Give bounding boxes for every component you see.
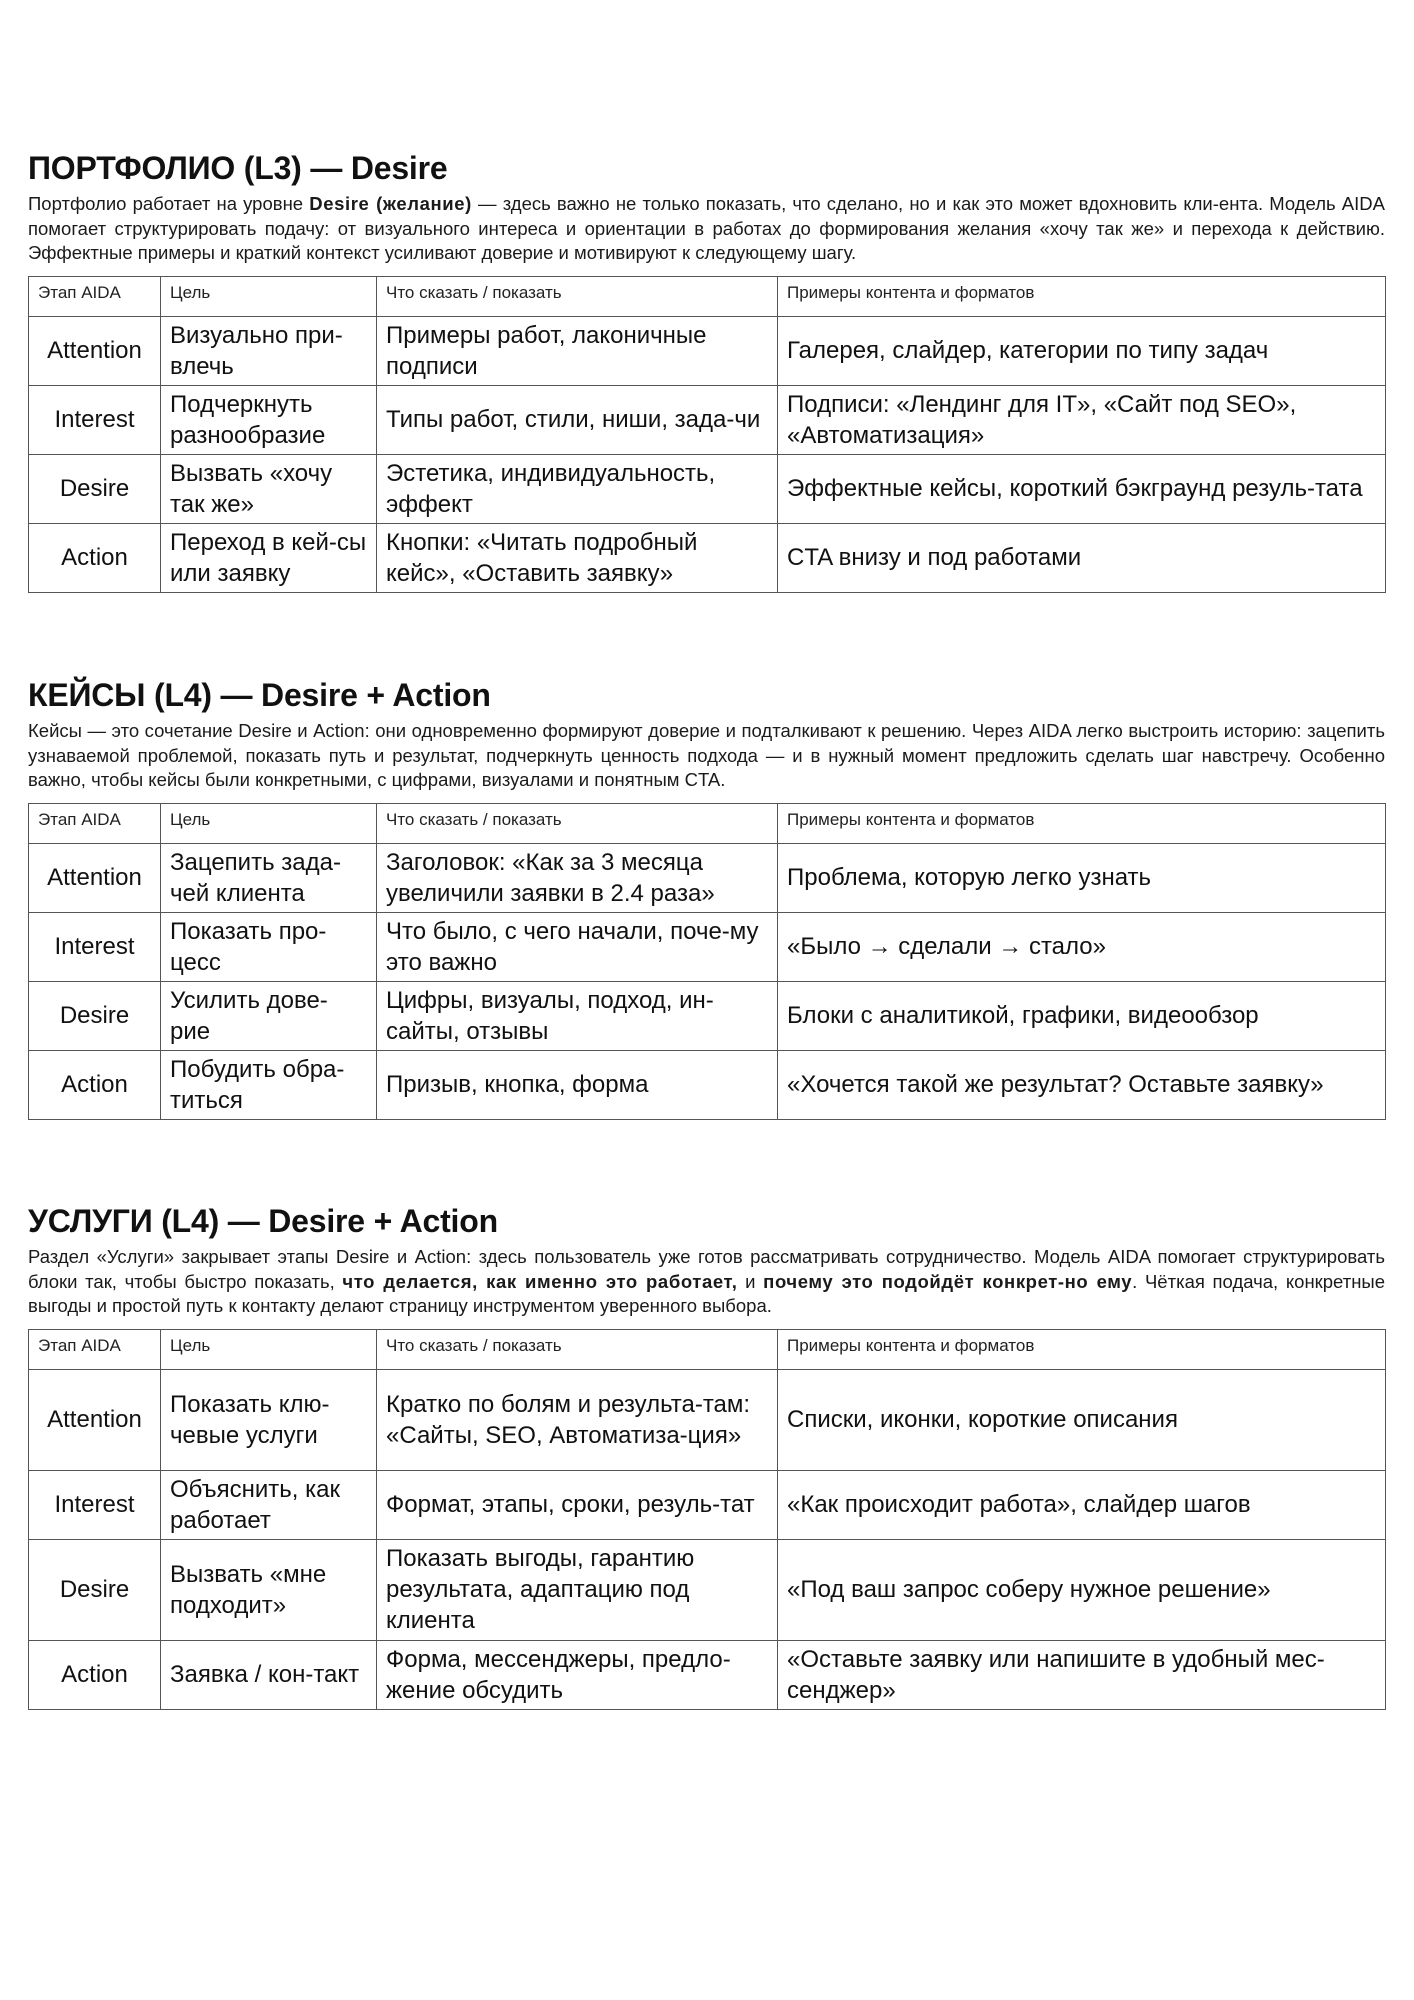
table-row	[29, 523, 1386, 592]
cell-examples: Подписи: «Лендинг для IT», «Сайт под SEO», «Автоматизация»	[778, 385, 1386, 454]
cell-stage: Desire	[29, 454, 161, 523]
cell-examples: CTA внизу и под работами	[778, 523, 1386, 592]
cell-goal: Побудить обра-титься	[161, 1050, 377, 1119]
table-header-row	[29, 276, 1386, 316]
table-row	[29, 912, 1386, 981]
cell-goal: Вызвать «хочу так же»	[161, 454, 377, 523]
cell-say: Кнопки: «Читать подробный кейс», «Оставить заявку»	[377, 523, 778, 592]
cell-examples: «Как происходит работа», слайдер шагов	[778, 1470, 1386, 1539]
table-row	[29, 1470, 1386, 1539]
section-intro	[28, 1245, 1385, 1319]
section-title: КЕЙСЫ (L4) — Desire + Action	[28, 677, 491, 713]
cell-say: Формат, этапы, сроки, резуль-тат	[377, 1470, 778, 1539]
cell-goal: Вызвать «мне подходит»	[161, 1539, 377, 1640]
header-examples: Примеры контента и форматов	[778, 1329, 1386, 1369]
aida-table	[28, 1329, 1386, 1710]
aida-table	[28, 803, 1386, 1120]
cell-examples: Списки, иконки, короткие описания	[778, 1369, 1386, 1470]
cell-goal: Заявка / кон-такт	[161, 1640, 377, 1709]
header-stage: Этап AIDA	[29, 803, 161, 843]
section-services	[28, 1201, 1385, 1710]
cell-examples: «Оставьте заявку или напишите в удобный мес-сенджер»	[778, 1640, 1386, 1709]
cell-examples: «Под ваш запрос соберу нужное решение»	[778, 1539, 1386, 1640]
section-intro	[28, 192, 1385, 266]
cell-goal: Подчеркнуть разнообразие	[161, 385, 377, 454]
intro-bold-text: что делается, как именно это работает,	[342, 1270, 738, 1292]
cell-stage: Interest	[29, 385, 161, 454]
cell-goal: Переход в кей-сы или заявку	[161, 523, 377, 592]
table-row	[29, 316, 1386, 385]
header-say: Что сказать / показать	[377, 276, 778, 316]
cell-stage: Desire	[29, 1539, 161, 1640]
cell-stage: Attention	[29, 1369, 161, 1470]
cell-say: Призыв, кнопка, форма	[377, 1050, 778, 1119]
intro-text: Раздел «Услуги» закрывает этапы Desire и Action: здесь пользователь уже готов рассматривать сотрудничество. Модель AIDA помогает структурировать блоки так, чтобы быстро показать,	[28, 1246, 1385, 1292]
header-goal: Цель	[161, 276, 377, 316]
header-goal: Цель	[161, 803, 377, 843]
table-row	[29, 1539, 1386, 1640]
table-row	[29, 1369, 1386, 1470]
cell-say: Что было, с чего начали, поче-му это важно	[377, 912, 778, 981]
cell-stage: Attention	[29, 316, 161, 385]
cell-examples: «Было → сделали → стало»	[778, 912, 1386, 981]
cell-say: Заголовок: «Как за 3 месяца увеличили заявки в 2.4 раза»	[377, 843, 778, 912]
header-stage: Этап AIDA	[29, 1329, 161, 1369]
header-say: Что сказать / показать	[377, 803, 778, 843]
intro-text: — здесь важно не только показать, что сделано, но и как это может вдохновить кли-ента. Модель AIDA помогает структурировать подачу: от визуального интереса и ориентации в работах до формирования желания «хочу так же» и перехода к действию. Эффектные примеры и краткий контекст усиливают доверие и мотивируют к следующему шагу.	[28, 193, 1385, 263]
table-row	[29, 981, 1386, 1050]
cell-goal: Показать клю-чевые услуги	[161, 1369, 377, 1470]
header-goal: Цель	[161, 1329, 377, 1369]
header-examples: Примеры контента и форматов	[778, 276, 1386, 316]
cell-goal: Зацепить зада-чей клиента	[161, 843, 377, 912]
cell-stage: Desire	[29, 981, 161, 1050]
cell-stage: Action	[29, 1050, 161, 1119]
cell-examples: Эффектные кейсы, короткий бэкграунд резуль-тата	[778, 454, 1386, 523]
cell-stage: Interest	[29, 1470, 161, 1539]
cell-goal: Показать про-цесс	[161, 912, 377, 981]
header-examples: Примеры контента и форматов	[778, 803, 1386, 843]
cell-say: Эстетика, индивидуальность, эффект	[377, 454, 778, 523]
section-intro	[28, 719, 1385, 793]
cell-goal: Усилить дове-рие	[161, 981, 377, 1050]
intro-text: и	[737, 1270, 764, 1292]
cell-say: Показать выгоды, гарантию результата, адаптацию под клиента	[377, 1539, 778, 1640]
cell-say: Форма, мессенджеры, предло-жение обсудить	[377, 1640, 778, 1709]
intro-bold-text: почему это подойдёт конкрет-но ему	[763, 1270, 1133, 1292]
cell-say: Кратко по болям и результа-там: «Сайты, SEO, Автоматиза-ция»	[377, 1369, 778, 1470]
intro-text: Портфолио работает на уровне	[28, 193, 310, 214]
cell-stage: Interest	[29, 912, 161, 981]
cell-examples: «Хочется такой же результат? Оставьте заявку»	[778, 1050, 1386, 1119]
intro-text: Кейсы — это сочетание Desire и Action: они одновременно формируют доверие и подталкивают к решению. Через AIDA легко выстроить историю: зацепить узнаваемой проблемой, показать путь и результат, подчеркнуть ценность подхода — и в нужный момент предложить сделать шаг навстречу. Особенно важно, чтобы кейсы были конкретными, с цифрами, визуалами и понятным CTA.	[28, 720, 1385, 790]
cell-examples: Проблема, которую легко узнать	[778, 843, 1386, 912]
section-portfolio	[28, 148, 1385, 593]
header-stage: Этап AIDA	[29, 276, 161, 316]
cell-stage: Attention	[29, 843, 161, 912]
table-header-row	[29, 803, 1386, 843]
table-row	[29, 1640, 1386, 1709]
cell-examples: Галерея, слайдер, категории по типу задач	[778, 316, 1386, 385]
cell-say: Цифры, визуалы, подход, ин-сайты, отзывы	[377, 981, 778, 1050]
intro-bold-text: Desire (желание)	[309, 193, 472, 214]
cell-say: Типы работ, стили, ниши, зада-чи	[377, 385, 778, 454]
cell-goal: Визуально при-влечь	[161, 316, 377, 385]
cell-stage: Action	[29, 523, 161, 592]
cell-goal: Объяснить, как работает	[161, 1470, 377, 1539]
section-cases	[28, 675, 1385, 1120]
cell-stage: Action	[29, 1640, 161, 1709]
table-row	[29, 454, 1386, 523]
section-title: УСЛУГИ (L4) — Desire + Action	[28, 1203, 498, 1239]
table-header-row	[29, 1329, 1386, 1369]
cell-examples: Блоки с аналитикой, графики, видеообзор	[778, 981, 1386, 1050]
table-row	[29, 385, 1386, 454]
table-row	[29, 1050, 1386, 1119]
intro-text: . Чёткая подача, конкретные выгоды и простой путь к контакту делают страницу инструментом уверенного выбора.	[28, 1270, 1385, 1316]
aida-table	[28, 276, 1386, 593]
cell-say: Примеры работ, лаконичные подписи	[377, 316, 778, 385]
section-title: ПОРТФОЛИО (L3) — Desire	[28, 150, 448, 186]
table-row	[29, 843, 1386, 912]
header-say: Что сказать / показать	[377, 1329, 778, 1369]
